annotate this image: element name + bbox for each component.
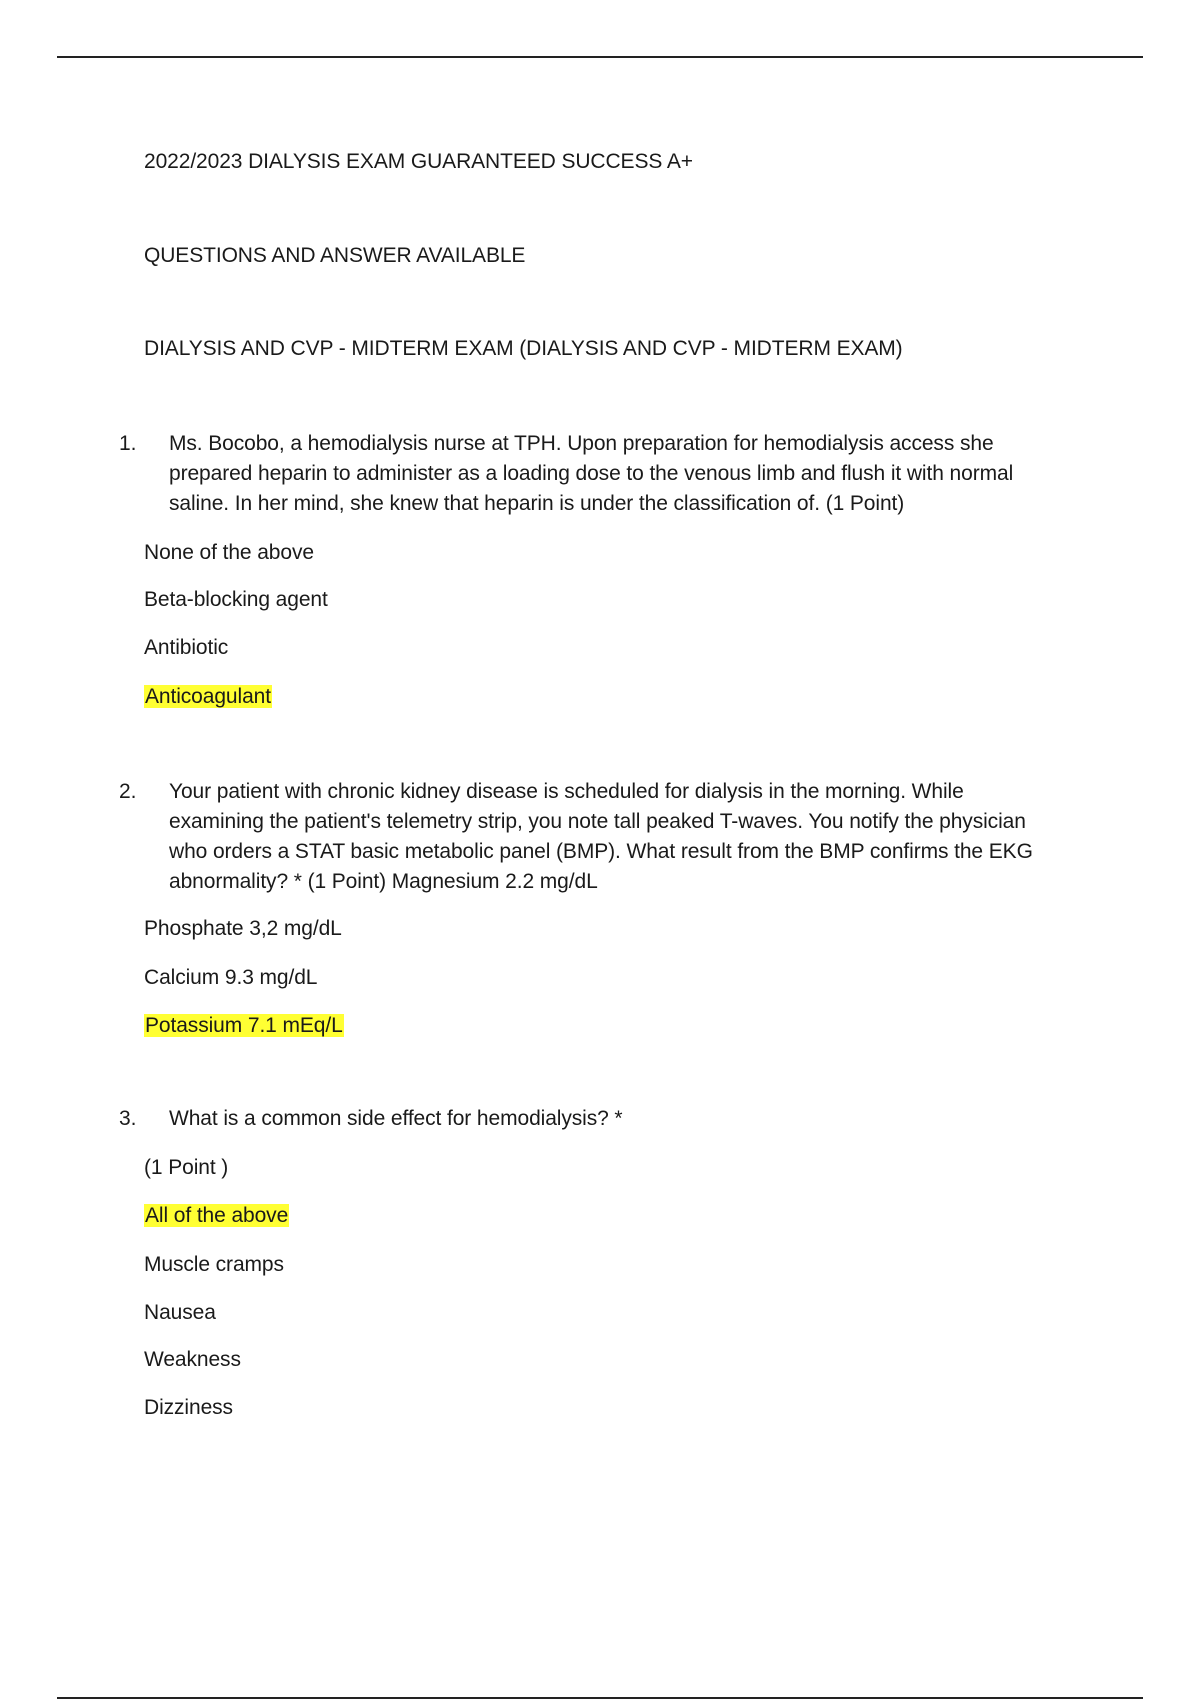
q3-option-2: Nausea [144, 1301, 216, 1324]
q1-option-3: Antibiotic [144, 636, 229, 659]
question-1 [119, 429, 1044, 519]
q1-answer-line [144, 682, 272, 712]
q1-option-2: Beta-blocking agent [144, 588, 328, 611]
q3-answer-highlight: All of the above [145, 1204, 289, 1227]
q1-option-1: None of the above [144, 541, 314, 564]
q2-option-1: Phosphate 3,2 mg/dL [144, 917, 342, 940]
question-2-number: 2. [119, 780, 137, 803]
question-2-text: 2. Your patient with chronic kidney disease is scheduled for dialysis in the morning. While examining the patient's telemetry strip, you note tall peaked T-waves. You notify the physician who orders a STAT basic metabolic panel (BMP). What result from the BMP confirms the EKG abnormality? * (1 Point) Magnesium 2.2 mg/dL [144, 777, 1044, 897]
question-3-number: 3. [119, 1107, 137, 1130]
question-2 [119, 777, 1044, 897]
question-3 [119, 1104, 1044, 1134]
top-rule [57, 56, 1143, 58]
q3-option-4: Dizziness [144, 1396, 233, 1419]
question-1-text: 1. Ms. Bocobo, a hemodialysis nurse at TPH. Upon preparation for hemodialysis access she prepared heparin to administer as a loading dose to the venous limb and flush it with normal saline. In her mind, she knew that heparin is under the classification of. (1 Point) [144, 429, 1044, 519]
q2-option-2: Calcium 9.3 mg/dL [144, 966, 318, 989]
q3-answer-line [144, 1201, 289, 1231]
exam-heading: DIALYSIS AND CVP - MIDTERM EXAM (DIALYSIS AND CVP - MIDTERM EXAM) [144, 337, 903, 360]
q3-points: (1 Point ) [144, 1156, 229, 1179]
question-1-number: 1. [119, 432, 137, 455]
q2-answer-highlight: Potassium 7.1 mEq/L [145, 1014, 343, 1037]
q3-option-3: Weakness [144, 1348, 241, 1371]
q3-option-1: Muscle cramps [144, 1253, 284, 1276]
q1-answer-highlight: Anticoagulant [145, 685, 271, 708]
q2-answer-line [144, 1011, 344, 1041]
doc-title: 2022/2023 DIALYSIS EXAM GUARANTEED SUCCESS A+ [144, 150, 693, 173]
doc-subtitle: QUESTIONS AND ANSWER AVAILABLE [144, 244, 526, 267]
question-3-text: 3. What is a common side effect for hemodialysis? * [144, 1104, 1044, 1134]
bottom-rule [57, 1697, 1143, 1699]
